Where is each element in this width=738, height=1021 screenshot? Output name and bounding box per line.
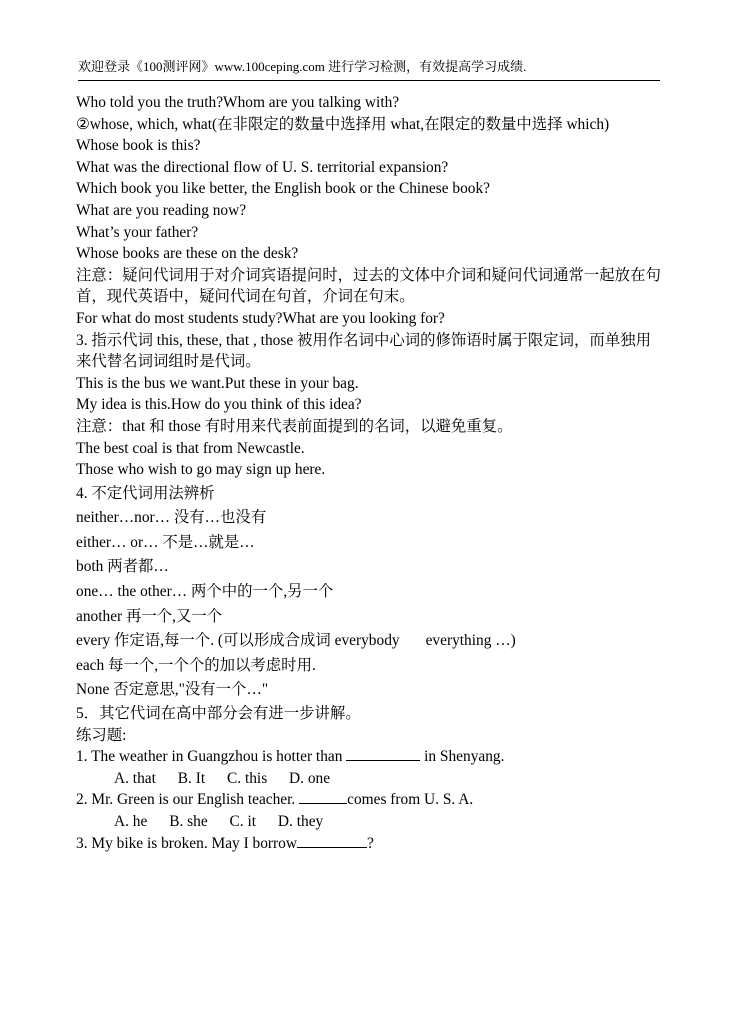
text-line: Those who wish to go may sign up here. <box>76 461 326 479</box>
text-line: What are you reading now? <box>76 201 247 219</box>
exercise-2-options <box>76 811 666 833</box>
note-line: 注意：that 和 those 有时用来代表前面提到的名词，以避免重复。 <box>76 417 513 435</box>
text-line: Whose book is this? <box>76 137 201 155</box>
text-line: None 否定意思,"没有一个…" <box>76 681 269 699</box>
exercise-3-stem: 3. My bike is broken. May I borrow ? <box>76 834 374 852</box>
text-line: neither…nor… 没有…也没有 <box>76 509 267 527</box>
option: D. one <box>289 769 331 787</box>
section-3-paragraph: 3. 指示代词 this, these, that , those 被用作名词中心词的修饰语时属于限定词，而单独用来代替名词词组时是代词。 <box>76 331 651 371</box>
text-line: The best coal is that from Newcastle. <box>76 439 305 457</box>
page-header: 欢迎登录《100测评网》www.100ceping.com 进行学习检测，有效提高学习成绩. <box>78 59 527 74</box>
text-paragraph: ②whose, which, what(在非限定的数量中选择用 what,在限定的数量中选择 which) <box>76 115 610 133</box>
text-span: every 作定语,每一个. (可以形成合成词 everybody <box>76 632 400 650</box>
text-line: My idea is this.How do you think of this idea? <box>76 396 362 414</box>
document-body <box>76 92 666 854</box>
text-line: What was the directional flow of U. S. territorial expansion? <box>76 158 449 176</box>
text-span: everything …) <box>425 632 516 650</box>
answer-blank <box>346 746 420 761</box>
text-line: Which book you like better, the English book or the Chinese book? <box>76 180 490 198</box>
option: C. it <box>229 813 257 830</box>
header-divider <box>78 80 660 81</box>
text-line: Who told you the truth?Whom are you talking with? <box>76 94 400 111</box>
text-line: This is the bus we want.Put these in your bag. <box>76 374 359 392</box>
text-line: one… the other… 两个中的一个,另一个 <box>76 583 334 601</box>
exercise-1-options <box>76 768 666 790</box>
option: C. this <box>226 769 268 787</box>
option: A. he <box>114 813 148 830</box>
text-line: Whose books are these on the desk? <box>76 245 299 263</box>
exercises-heading: 练习题: <box>76 726 127 744</box>
exercise-2-stem: 2. Mr. Green is our English teacher. comes from U. S. A. <box>76 791 474 809</box>
note-paragraph: 注意：疑问代词用于对介词宾语提问时，过去的文体中介词和疑问代词通常一起放在句首，现代英语中，疑问代词在句首，介词在句末。 <box>76 266 661 306</box>
text-line: another 再一个,又一个 <box>76 607 223 625</box>
text-line: For what do most students study?What are you looking for? <box>76 309 445 327</box>
text-line: What’s your father? <box>76 223 199 241</box>
exercise-1-stem: 1. The weather in Guangzhou is hotter than in Shenyang. <box>76 748 505 766</box>
answer-blank <box>297 833 367 848</box>
option: A. that <box>114 769 156 787</box>
answer-blank <box>299 789 347 804</box>
option: B. she <box>169 813 208 830</box>
section-4-heading: 4. 不定代词用法辨析 <box>76 484 215 502</box>
option: B. It <box>177 769 206 787</box>
text-line: each 每一个,一个个的加以考虑时用. <box>76 656 316 674</box>
text-line: both 两者都… <box>76 558 169 576</box>
text-line <box>76 630 666 652</box>
text-line: either… or… 不是…就是… <box>76 533 255 551</box>
option: D. they <box>277 813 324 830</box>
section-5-line: 5．其它代词在高中部分会有进一步讲解。 <box>76 705 361 723</box>
